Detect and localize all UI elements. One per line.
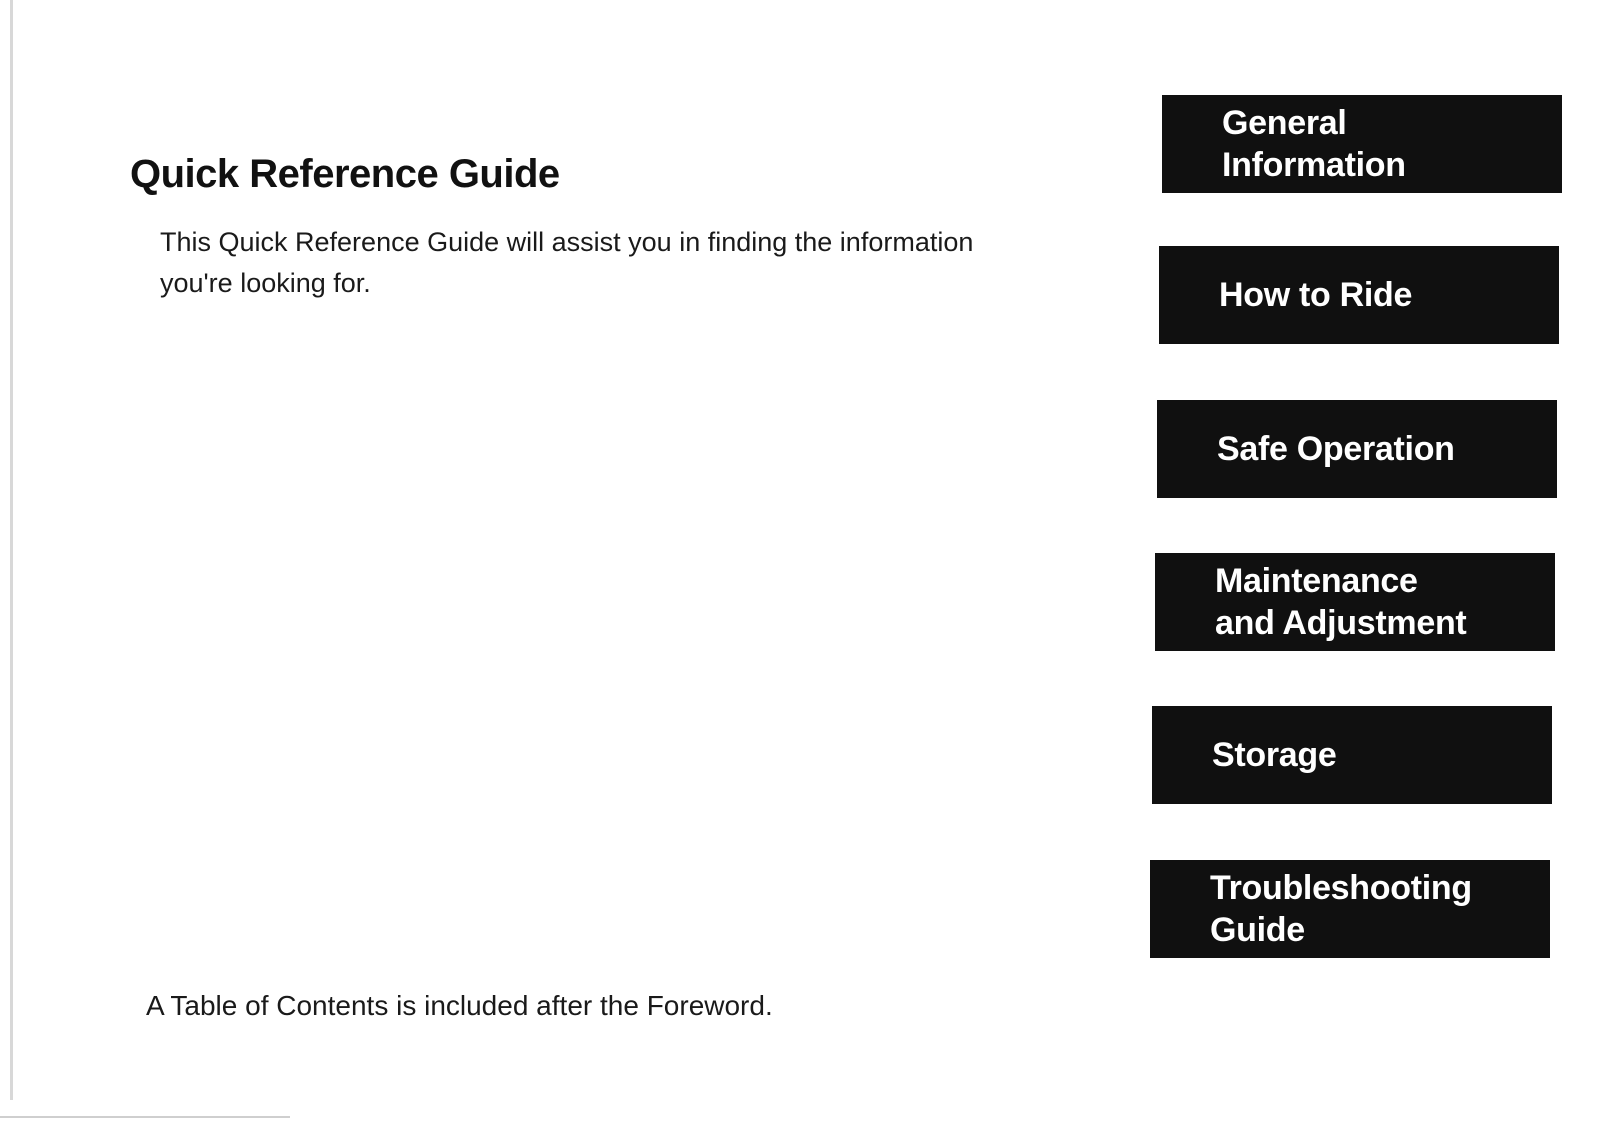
tab-label: Safe Operation <box>1217 430 1455 468</box>
tab-label: How to Ride <box>1219 276 1413 314</box>
tab-storage[interactable] <box>1152 706 1552 804</box>
tab-label: Troubleshooting Guide <box>1210 869 1472 949</box>
tab-label: General Information <box>1222 104 1406 184</box>
table-of-contents-note: A Table of Contents is included after the Foreword. <box>146 990 773 1021</box>
tab-maintenance-and-adjustment[interactable] <box>1155 553 1555 651</box>
tab-how-to-ride[interactable] <box>1159 246 1559 344</box>
tab-safe-operation[interactable] <box>1157 400 1557 498</box>
tab-general-information[interactable] <box>1162 95 1562 193</box>
tab-label: Storage <box>1212 736 1337 774</box>
tab-troubleshooting-guide[interactable] <box>1150 860 1550 958</box>
intro-text: This Quick Reference Guide will assist you in finding the information you're looking for. <box>160 227 974 298</box>
page-title: Quick Reference Guide <box>130 152 560 196</box>
tab-label: Maintenance and Adjustment <box>1215 562 1467 642</box>
